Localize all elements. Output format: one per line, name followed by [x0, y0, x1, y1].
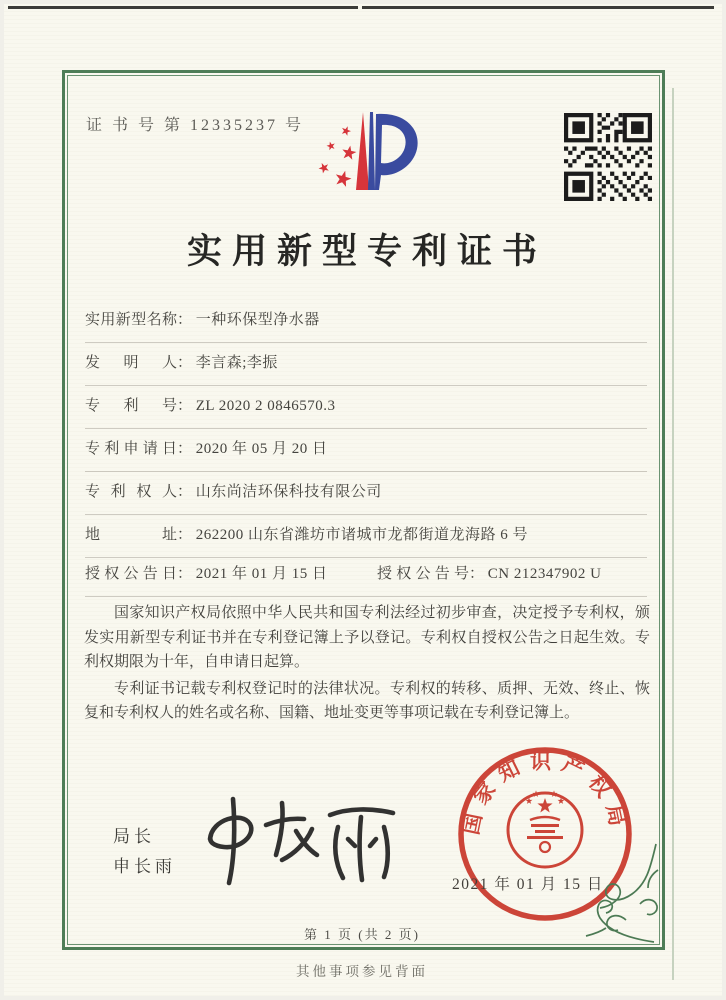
colon: ：	[177, 527, 193, 543]
colon: ：	[177, 312, 193, 328]
colon: ：	[177, 355, 193, 371]
colon: ：	[177, 566, 193, 582]
field-label: 专利权人	[85, 484, 177, 500]
field-row-patentee	[85, 480, 647, 515]
legal-paragraph: 专利证书记载专利权登记时的法律状况。专利权的转移、质押、无效、终止、恢复和专利权人的姓名或名称、国籍、地址变更等事项记载在专利登记簿上。	[84, 680, 650, 722]
scan-edge-artifact	[8, 6, 358, 9]
seal-text: 国家知识产权局	[458, 749, 632, 837]
field-value: CN 212347902 U	[487, 566, 602, 582]
grant-number-pair	[377, 562, 601, 583]
field-row-filing-date	[85, 437, 647, 472]
field-label: 发明人	[85, 355, 177, 371]
field-label: 授权公告日	[85, 566, 177, 582]
field-row-inventor	[85, 351, 647, 386]
field-label: 专利号	[85, 398, 177, 414]
field-value: 2021 年 01 月 15 日	[195, 566, 328, 582]
field-row-name	[85, 308, 647, 343]
cnipa-logo-icon	[300, 104, 455, 210]
field-value: 262200 山东省潍坊市诸城市龙都街道龙海路 6 号	[195, 527, 529, 543]
field-label: 专利申请日	[85, 441, 177, 457]
certificate-title: 实用新型专利证书	[186, 232, 547, 271]
signer-name: 申长雨	[113, 857, 176, 876]
signature-handwriting-icon	[196, 786, 401, 888]
page-indicator: 第 1 页 (共 2 页)	[304, 927, 420, 942]
field-value: 一种环保型净水器	[195, 312, 320, 328]
field-row-patent-no	[85, 394, 647, 429]
colon: ：	[177, 398, 193, 414]
field-value: 李言森;李振	[195, 355, 278, 371]
field-label: 授权公告号	[377, 566, 469, 582]
seal-date: 2021 年 01 月 15 日	[452, 876, 604, 893]
colon: ：	[177, 484, 193, 500]
field-value: 山东尚洁环保科技有限公司	[195, 484, 382, 500]
field-label: 地址	[85, 527, 177, 543]
field-row-address	[85, 523, 647, 558]
field-row-grant-date	[85, 562, 647, 597]
legal-text	[84, 601, 650, 728]
qr-code	[564, 113, 652, 201]
signer-title: 局长	[113, 827, 155, 846]
field-value: 2020 年 05 月 20 日	[195, 441, 328, 457]
page-edge-line	[672, 88, 674, 980]
footer-note: 其他事项参见背面	[296, 964, 428, 979]
field-value: ZL 2020 2 0846570.3	[195, 398, 336, 414]
certificate-number: 证 书 号 第 12335237 号	[86, 117, 305, 134]
field-label: 实用新型名称	[85, 312, 177, 328]
legal-paragraph: 国家知识产权局依照中华人民共和国专利法经过初步审查，决定授予专利权，颁发实用新型专利证书并在专利登记簿上予以登记。专利权自授权公告之日起生效。专利权期限为十年，自申请日起算。	[84, 605, 650, 671]
colon: ：	[469, 566, 485, 582]
scan-edge-artifact	[362, 6, 714, 9]
corner-flourish-icon	[556, 840, 664, 948]
colon: ：	[177, 441, 193, 457]
